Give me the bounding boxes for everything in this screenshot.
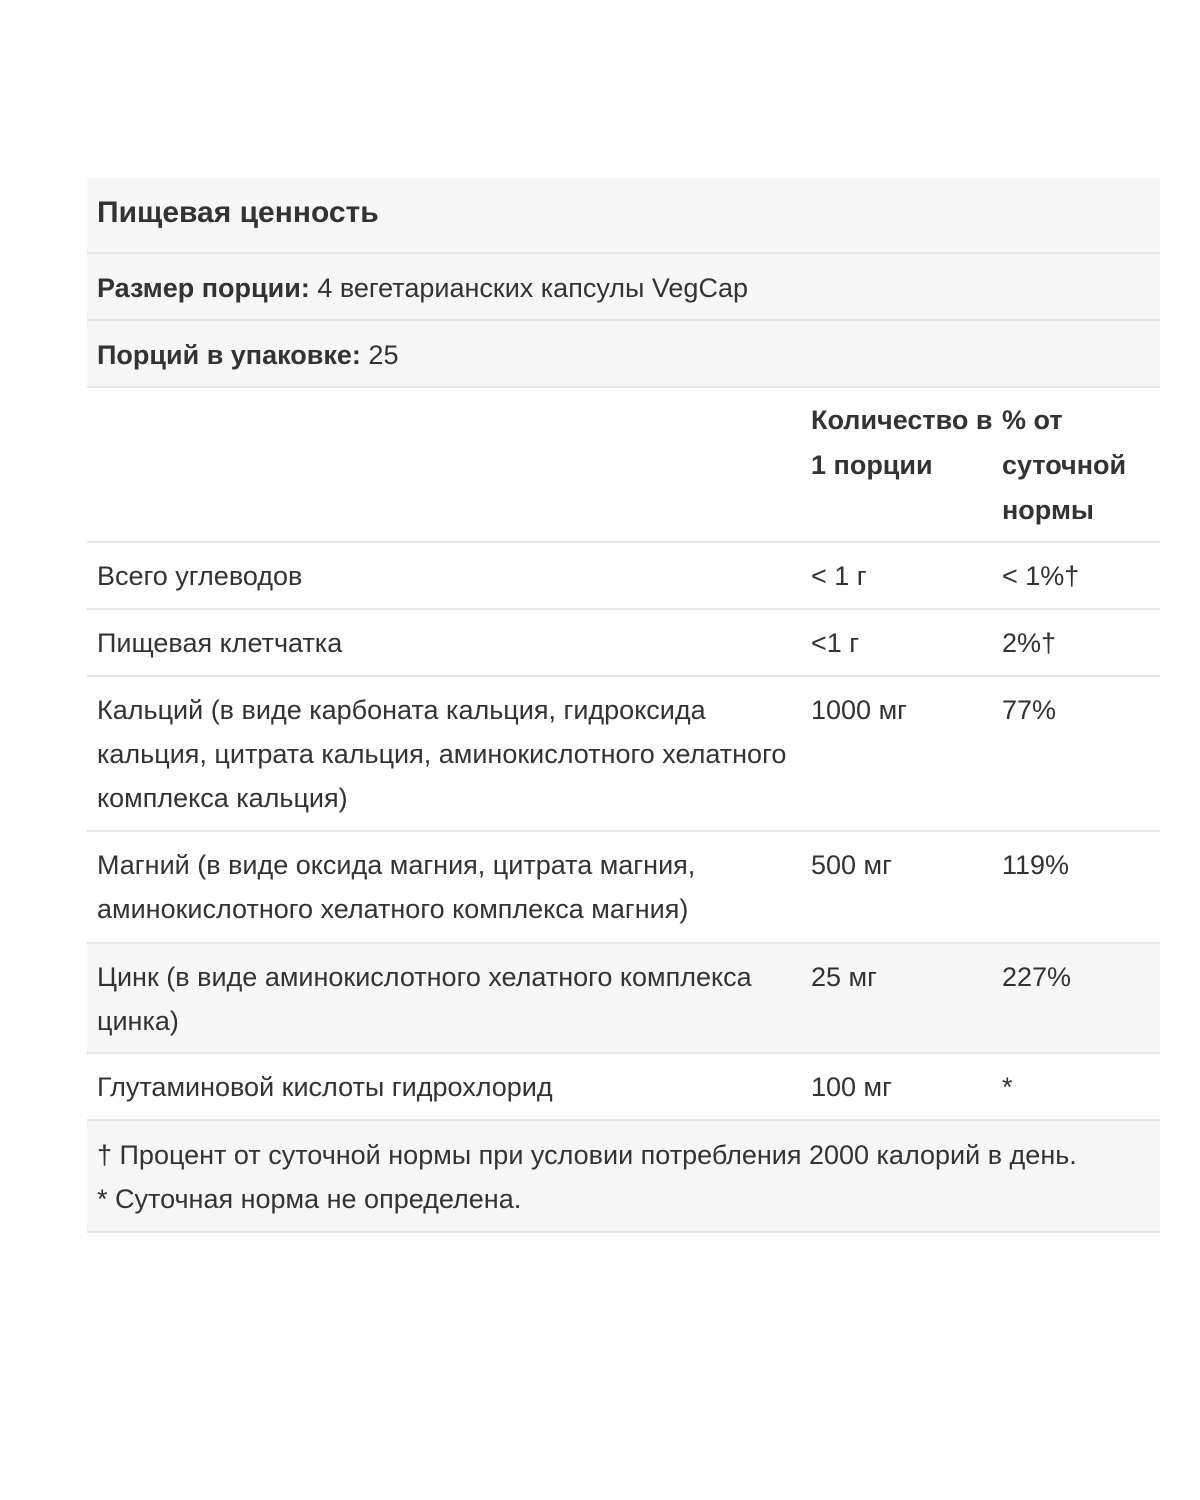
- footnote-asterisk: * Суточная норма не определена.: [97, 1184, 522, 1214]
- nutrition-facts-panel: [87, 178, 1160, 1233]
- table-row: [87, 543, 1160, 610]
- header-daily-value: % от суточной нормы: [1002, 405, 1127, 525]
- footnotes: [87, 1121, 1160, 1233]
- panel-title: [87, 178, 1160, 254]
- nutrient-daily-value: 119%: [1002, 850, 1070, 880]
- nutrient-name: Глутаминовой кислоты гидрохлорид: [97, 1072, 553, 1102]
- nutrient-daily-value: 2%†: [1002, 628, 1057, 658]
- nutrient-name: Цинк (в виде аминокислотного хелатного комплекса цинка): [97, 962, 752, 1036]
- table-row: [87, 677, 1160, 832]
- footnote-dagger: † Процент от суточной нормы при условии потребления 2000 калорий в день.: [97, 1140, 1077, 1170]
- serving-size-row: [87, 254, 1160, 321]
- nutrient-amount: <1 г: [811, 628, 860, 658]
- table-row: [87, 1054, 1160, 1121]
- table-row: [87, 944, 1160, 1054]
- nutrient-daily-value: < 1%†: [1002, 561, 1080, 591]
- nutrient-amount: < 1 г: [811, 561, 867, 591]
- serving-size-label: Размер порции:: [97, 273, 310, 303]
- nutrient-amount: 500 мг: [811, 850, 892, 880]
- nutrient-amount: 1000 мг: [811, 695, 907, 725]
- serving-size-value: 4 вегетарианских капсулы VegCap: [317, 273, 748, 303]
- nutrient-name: Всего углеводов: [97, 561, 303, 591]
- nutrient-daily-value: *: [1002, 1072, 1013, 1102]
- nutrient-name: Пищевая клетчатка: [97, 628, 343, 658]
- panel-title-text: Пищевая ценность: [97, 196, 379, 229]
- servings-value: 25: [368, 340, 399, 370]
- nutrient-name: Кальций (в виде карбоната кальция, гидроксида кальция, цитрата кальция, аминокислотного хелатного комплекса кальция): [97, 695, 787, 813]
- nutrient-daily-value: 77%: [1002, 695, 1057, 725]
- table-row: [87, 832, 1160, 944]
- servings-label: Порций в упаковке:: [97, 340, 361, 370]
- table-row: [87, 610, 1160, 677]
- table-header-row: [87, 388, 1160, 543]
- nutrient-amount: 25 мг: [811, 962, 877, 992]
- nutrient-amount: 100 мг: [811, 1072, 892, 1102]
- servings-per-container-row: [87, 321, 1160, 388]
- header-amount: Количество в 1 порции: [811, 405, 993, 480]
- nutrient-daily-value: 227%: [1002, 962, 1072, 992]
- nutrient-name: Магний (в виде оксида магния, цитрата магния, аминокислотного хелатного комплекса магния): [97, 850, 696, 924]
